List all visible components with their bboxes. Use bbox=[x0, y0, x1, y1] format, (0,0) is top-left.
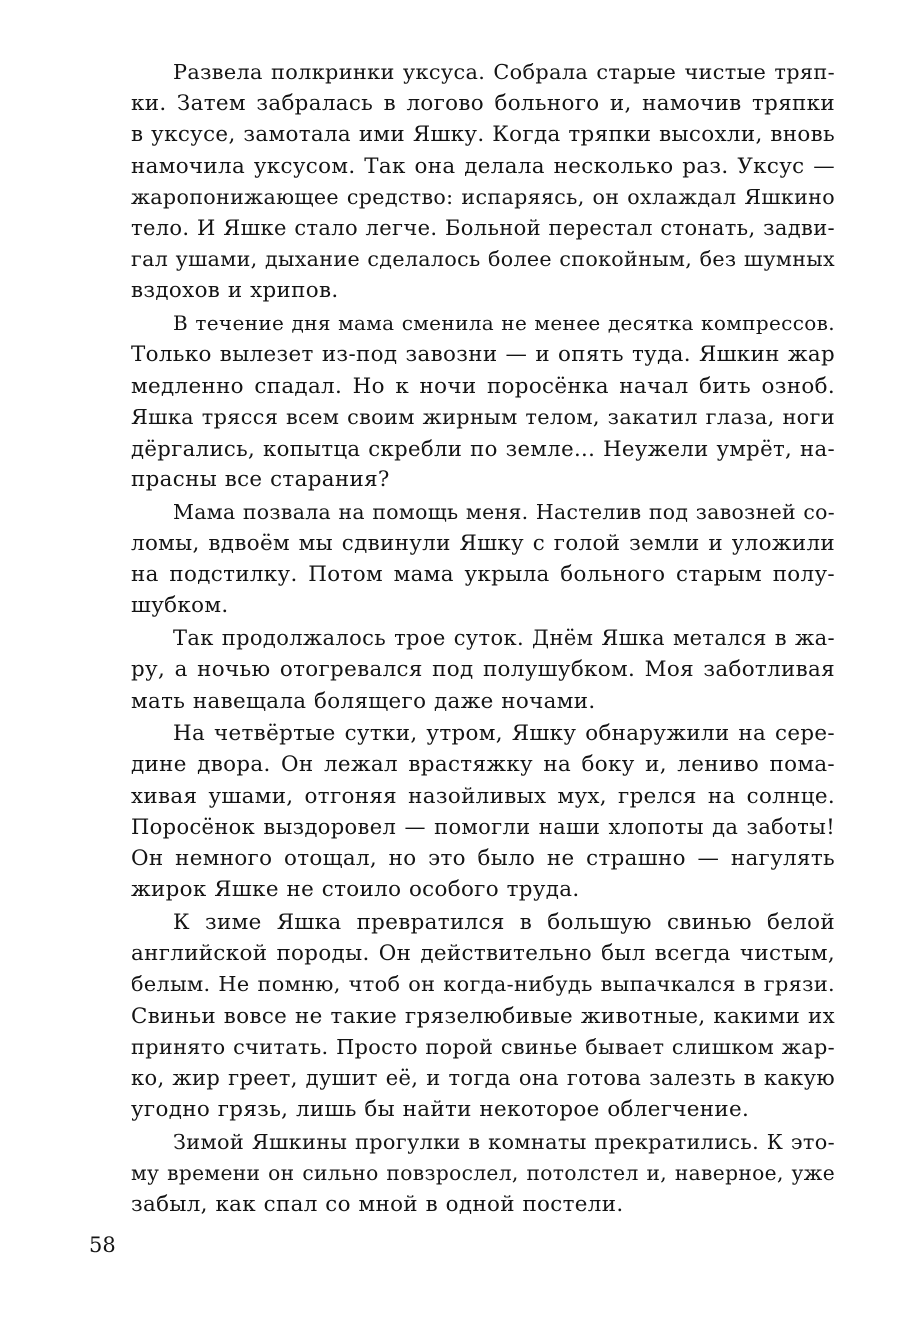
text-line: Только вылезет из-под завозни — и опять туда. Яшкин жар bbox=[131, 342, 835, 368]
page-number: 58 bbox=[89, 1233, 116, 1257]
text-line: дёргались, копытца скребли по земле... Неужели умрёт, на- bbox=[131, 435, 835, 461]
text-line: вздохов и хрипов. bbox=[131, 278, 339, 304]
paragraph bbox=[89, 718, 835, 905]
text-line: ки. Затем забралась в логово больного и, намочив тряпки bbox=[131, 91, 835, 117]
text-line: принято считать. Просто порой свинье бывает слишком жар- bbox=[131, 1034, 835, 1059]
book-page-body bbox=[89, 57, 835, 1221]
text-line: жирок Яшке не стоило особого труда. bbox=[131, 877, 580, 903]
text-line: хивая ушами, отгоняя назойливых мух, грелся на солнце. bbox=[131, 783, 835, 809]
text-line: прасны все старания? bbox=[131, 467, 390, 493]
text-line: шубком. bbox=[131, 593, 229, 619]
paragraph bbox=[89, 623, 835, 717]
text-line: К зиме Яшка превратился в большую свинью белой bbox=[173, 909, 835, 935]
text-line: намочила уксусом. Так она делала несколько раз. Уксус — bbox=[131, 153, 835, 179]
text-line: ру, а ночью отогревался под полушубком. Моя заботливая bbox=[131, 657, 835, 683]
paragraph bbox=[89, 1127, 835, 1221]
text-line: тело. И Яшке стало легче. Больной перестал стонать, задви- bbox=[131, 216, 835, 241]
text-line: ко, жир греет, душит её, и тогда она готова залезть в какую bbox=[131, 1066, 835, 1090]
text-line: дине двора. Он лежал врастяжку на боку и, лениво пома- bbox=[131, 752, 835, 778]
text-line: Свиньи вовсе не такие грязелюбивые животные, какими их bbox=[131, 1003, 835, 1029]
text-line: белым. Не помню, чтоб он когда-нибудь выпачкался в грязи. bbox=[131, 972, 835, 997]
text-line: в уксусе, замотала ими Яшку. Когда тряпки высохли, вновь bbox=[131, 122, 835, 148]
text-line: Зимой Яшкины прогулки в комнаты прекратились. К это- bbox=[173, 1129, 835, 1154]
text-line: Мама позвала на помощь меня. Настелив под завозней со- bbox=[173, 499, 835, 524]
text-line: На четвёртые сутки, утром, Яшку обнаружили на сере- bbox=[173, 721, 835, 747]
text-line: Яшка трясся всем своим жирным телом, закатил глаза, ноги bbox=[131, 404, 835, 429]
paragraph bbox=[89, 907, 835, 1125]
text-line: жаропонижающее средство: испаряясь, он охлаждал Яшкино bbox=[131, 184, 835, 209]
paragraph bbox=[89, 57, 835, 307]
text-line: му времени он сильно повзрослел, потолстел и, наверное, уже bbox=[131, 1161, 835, 1186]
text-line: на подстилку. Потом мама укрыла больного старым полу- bbox=[131, 562, 835, 588]
paragraph bbox=[89, 497, 835, 622]
text-line: Так продолжалось трое суток. Днём Яшка метался в жа- bbox=[173, 626, 835, 651]
text-line: угодно грязь, лишь бы найти некоторое облегчение. bbox=[131, 1097, 750, 1123]
text-line: английской породы. Он действительно был всегда чистым, bbox=[131, 941, 835, 967]
text-line: ломы, вдвоём мы сдвинули Яшку с голой земли и уложили bbox=[131, 531, 835, 557]
text-line: забыл, как спал со мной в одной постели. bbox=[131, 1192, 624, 1218]
text-line: Развела полкринки уксуса. Собрала старые чистые тряп- bbox=[173, 60, 835, 84]
text-line: Он немного отощал, но это было не страшно — нагулять bbox=[131, 846, 835, 872]
text-line: медленно спадал. Но к ночи поросёнка начал бить озноб. bbox=[131, 373, 835, 399]
text-line: В течение дня мама сменила не менее десятка компрессов. bbox=[173, 311, 835, 336]
text-line: гал ушами, дыхание сделалось более спокойным, без шумных bbox=[131, 247, 835, 272]
text-line: мать навещала болящего даже ночами. bbox=[131, 688, 596, 714]
paragraph bbox=[89, 308, 835, 495]
text-line: Поросёнок выздоровел — помогли наши хлопоты да заботы! bbox=[131, 814, 835, 839]
